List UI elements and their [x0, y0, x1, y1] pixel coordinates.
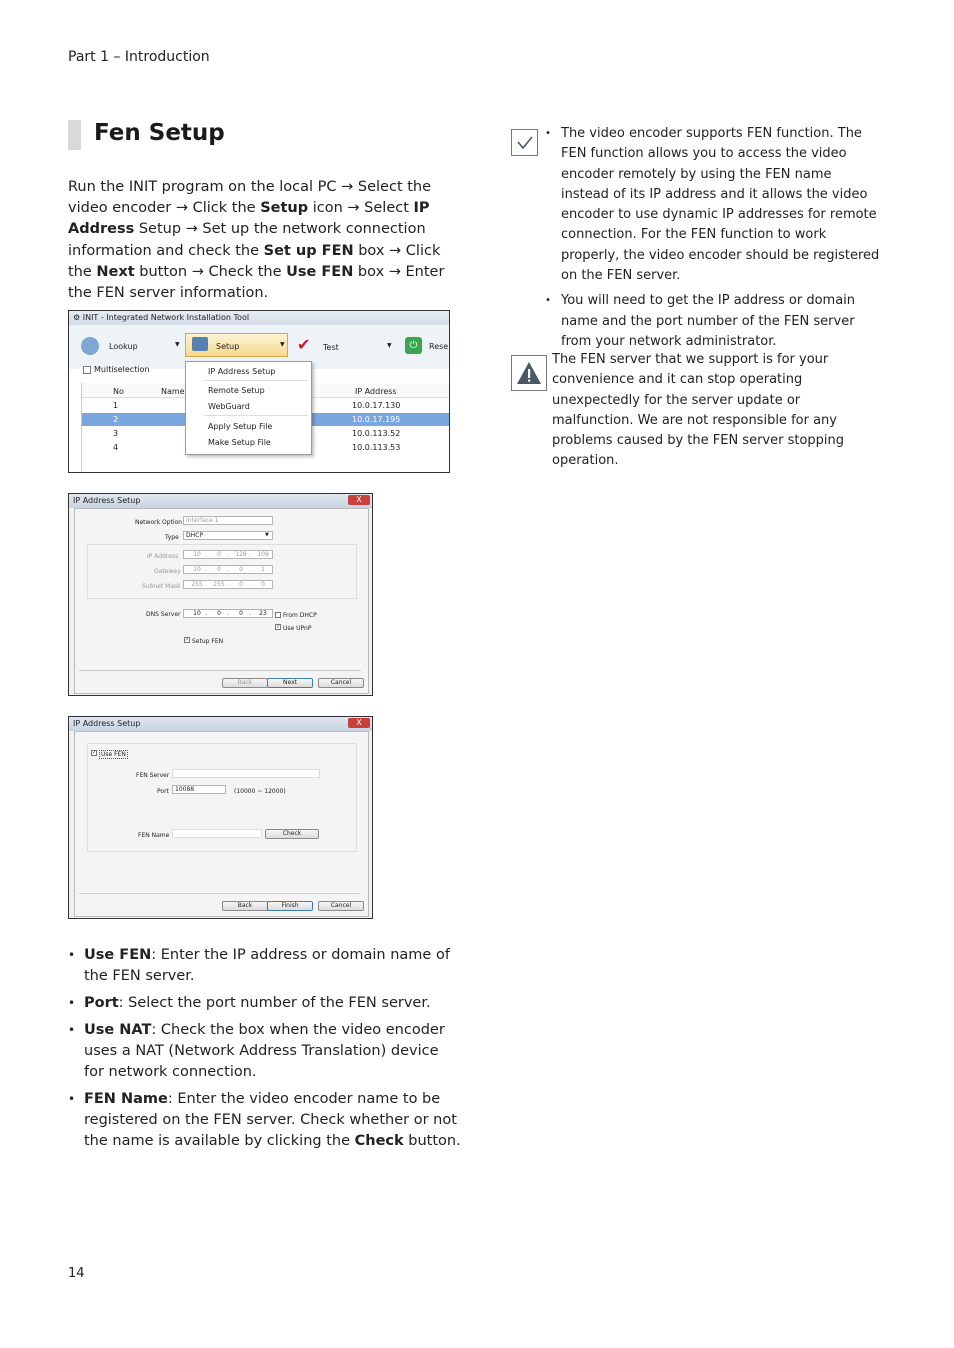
row-ip: 10.0.113.52: [352, 429, 401, 438]
list-text: : Select the port number of the FEN server.: [118, 995, 431, 1011]
menu-item[interactable]: WebGuard: [208, 402, 250, 411]
intro-text: icon → Select: [308, 200, 414, 217]
test-label: Test: [323, 343, 339, 352]
fen-server-input[interactable]: [172, 769, 320, 778]
gateway-label: Gateway: [154, 568, 181, 575]
page-number: 14: [68, 1266, 85, 1281]
note-item: • The video encoder supports FEN function. The FEN function allows you to access the video encoder remotely by using the FEN name instead of its IP address and it allows the video encoder to use dynamic IP addresses for remote connection. For the FEN function to work properly, the video encoder should be registered on the FEN server.: [545, 124, 880, 286]
ip-dot: .: [227, 581, 229, 588]
ip-address-setup-screenshot: [68, 493, 373, 696]
row-no: 3: [113, 429, 119, 438]
setup-dropdown-menu: [185, 361, 312, 455]
row-no: 4: [113, 443, 119, 452]
intro-bold-term: Next: [96, 263, 135, 280]
setup-icon: [192, 337, 208, 351]
port-label: Port: [157, 788, 169, 795]
warning-text: The FEN server that we support is for your convenience and it can stop operating unexpectedly for the server update or malfunction. We are not responsible for any problems caused by the FEN server stopping operation.: [552, 352, 845, 469]
list-item: [68, 993, 463, 1014]
row-ip: 10.0.17.130: [352, 401, 401, 410]
menu-item[interactable]: Apply Setup File: [208, 422, 273, 431]
setup-label: Setup: [216, 342, 240, 351]
ip-dot: .: [249, 551, 251, 558]
ip-octet: 109: [257, 551, 269, 558]
ip-dot: .: [249, 566, 251, 573]
power-icon: ⏻: [405, 337, 422, 354]
title-accent-bar: [68, 120, 81, 150]
ip-octet: 0: [239, 566, 243, 573]
list-text: button.: [403, 1133, 461, 1149]
from-dhcp-checkbox[interactable]: [275, 612, 281, 618]
finish-button[interactable]: Finish: [267, 901, 313, 911]
ip-dot: .: [249, 610, 251, 617]
list-text: : Enter the video encoder name to be registered on the FEN server. Check whether or not the name is available by clicking the: [84, 1091, 457, 1149]
chevron-down-icon[interactable]: ▼: [265, 532, 269, 538]
ip-octet: 255: [191, 581, 203, 588]
row-no: 2: [113, 415, 119, 424]
intro-bold-term: Setup: [260, 200, 309, 217]
list-term: Port: [84, 995, 119, 1011]
ip-octet: 23: [259, 610, 267, 617]
use-fen-label: Use FEN: [101, 751, 126, 758]
intro-bold-term: Set up FEN: [263, 242, 354, 259]
type-select[interactable]: DHCP: [183, 531, 273, 540]
multiselection-checkbox[interactable]: [83, 366, 91, 374]
port-range-label: (10000 ~ 12000): [234, 788, 286, 795]
reset-label: Rese: [429, 342, 449, 351]
type-label: Type: [165, 534, 179, 541]
menu-item[interactable]: Make Setup File: [208, 438, 271, 447]
back-button[interactable]: Back: [222, 678, 268, 688]
ip-dot: .: [205, 551, 207, 558]
cancel-button[interactable]: Cancel: [318, 901, 364, 911]
use-fen-checkbox[interactable]: ✓: [92, 750, 97, 756]
row-no: 1: [113, 401, 119, 410]
ip-dot: .: [227, 610, 229, 617]
ip-octet: 10: [193, 610, 201, 617]
ip-octet: 0: [217, 551, 221, 558]
ip-octet: 255: [213, 581, 225, 588]
use-upnp-checkbox[interactable]: ✓: [276, 624, 281, 630]
dns-server-field[interactable]: [183, 609, 273, 618]
dns-server-label: DNS Server: [146, 611, 181, 618]
ip-octet: 0: [239, 581, 243, 588]
check-button[interactable]: Check: [265, 829, 319, 839]
menu-separator: [204, 380, 308, 381]
init-app-icon: ⚙: [73, 313, 83, 322]
note-item: • You will need to get the IP address or domain name and the port number of the FEN server from your network administrator.: [545, 291, 880, 352]
fen-name-label: FEN Name: [138, 832, 170, 839]
intro-text: box → Click the: [68, 242, 441, 280]
chevron-down-icon[interactable]: ▼: [387, 342, 392, 349]
ip-octet: 0: [217, 610, 221, 617]
init-titlebar: [69, 311, 449, 325]
list-term: Use FEN: [84, 947, 152, 963]
note-check-icon: [511, 129, 538, 156]
setup-button[interactable]: [185, 333, 288, 357]
use-upnp-label: Use UPnP: [283, 625, 312, 632]
port-stepper[interactable]: 10088: [172, 785, 226, 794]
subnet-mask-field[interactable]: [183, 580, 273, 589]
network-option-select[interactable]: Interface 1: [183, 516, 273, 525]
chevron-down-icon[interactable]: ▼: [175, 341, 180, 348]
intro-paragraph: [68, 177, 468, 304]
chevron-down-icon[interactable]: ▼: [280, 341, 285, 348]
ip-octet: 0: [261, 581, 265, 588]
lookup-button[interactable]: [81, 335, 183, 357]
gateway-field[interactable]: [183, 565, 273, 574]
multiselection-label: Multiselection: [94, 365, 150, 374]
reset-button[interactable]: [405, 337, 449, 357]
ip-address-label: IP Address: [147, 553, 179, 560]
menu-item[interactable]: IP Address Setup: [208, 367, 276, 376]
setup-fen-label: Setup FEN: [192, 638, 224, 645]
ip-octet: 0: [239, 610, 243, 617]
magnifier-icon: [81, 337, 99, 355]
next-button[interactable]: Next: [267, 678, 313, 688]
ip-octet: 1: [261, 566, 265, 573]
check-mark-icon: ✔: [297, 335, 311, 354]
column-name[interactable]: Name: [161, 387, 185, 396]
intro-text: button → Check the: [134, 263, 287, 280]
fen-dialog-title: IP Address Setup: [73, 719, 141, 728]
init-title: INIT - Integrated Network Installation Tool: [82, 313, 250, 322]
from-dhcp-label: From DHCP: [283, 612, 317, 619]
close-icon[interactable]: X: [348, 495, 370, 505]
field-description-list: [68, 945, 463, 1158]
lookup-label: Lookup: [109, 342, 138, 351]
list-item: [68, 945, 463, 987]
ip-dot: .: [205, 566, 207, 573]
intro-text: Setup → Set up the network connection information and check the: [68, 221, 426, 259]
ip-dot: .: [227, 566, 229, 573]
column-no[interactable]: No: [113, 387, 124, 396]
setup-fen-checkbox[interactable]: ✓: [185, 637, 190, 643]
ip-octet: 10: [193, 566, 201, 573]
fen-name-input[interactable]: [172, 829, 262, 838]
ip-dot: .: [205, 610, 207, 617]
ip-dialog-title: IP Address Setup: [73, 496, 141, 505]
ip-dot: .: [205, 581, 207, 588]
warning-icon: [511, 355, 547, 391]
fen-server-label: FEN Server: [136, 772, 170, 779]
intro-bold-term: IP Address: [68, 200, 430, 238]
list-text: : Check the box when the video encoder uses a NAT (Network Address Translation) device for network connection.: [84, 1022, 445, 1080]
back-button[interactable]: Back: [222, 901, 268, 911]
list-text: : Enter the IP address or domain name of the FEN server.: [84, 947, 450, 984]
ip-dot: .: [249, 581, 251, 588]
running-header: Part 1 – Introduction: [68, 49, 210, 65]
test-button[interactable]: [295, 335, 397, 357]
ip-dot: .: [227, 551, 229, 558]
init-tool-screenshot: [68, 310, 450, 473]
close-icon[interactable]: X: [348, 718, 370, 728]
intro-text: Run the INIT program on the local PC → Select the video encoder → Click the: [68, 179, 432, 217]
row-ip: 10.0.113.53: [352, 443, 401, 452]
row-ip: 10.0.17.195: [352, 415, 401, 424]
network-option-label: Network Option: [135, 519, 182, 526]
ip-octet: 0: [217, 566, 221, 573]
list-item: [68, 1089, 463, 1152]
intro-text: box → Enter the FEN server information.: [68, 263, 445, 302]
fen-dialog-titlebar: [69, 717, 372, 731]
cancel-button[interactable]: Cancel: [318, 678, 364, 688]
ip-octet: 128: [235, 551, 247, 558]
note-list: [545, 124, 880, 357]
column-ip[interactable]: IP Address: [355, 387, 397, 396]
intro-bold-term: Use FEN: [286, 263, 354, 280]
ip-address-field[interactable]: [183, 550, 273, 559]
list-term: FEN Name: [84, 1091, 168, 1107]
list-item: [68, 1020, 463, 1083]
list-term: Check: [354, 1133, 404, 1149]
subnet-mask-label: Subnet Mask: [142, 583, 181, 590]
list-term: Use NAT: [84, 1022, 152, 1038]
menu-separator: [204, 415, 308, 416]
ip-dialog-titlebar: [69, 494, 372, 508]
menu-item[interactable]: Remote Setup: [208, 386, 265, 395]
section-title: Fen Setup: [94, 120, 225, 146]
ip-octet: 10: [193, 551, 201, 558]
fen-setup-screenshot: [68, 716, 373, 919]
